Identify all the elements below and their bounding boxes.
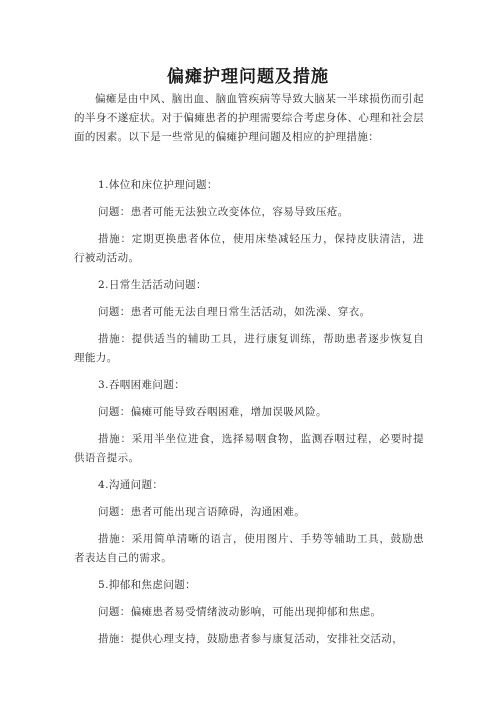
section-measure: 措施：定期更换患者体位，使用床垫减轻压力，保持皮肤清洁，进行被动活动。: [74, 233, 424, 264]
section-heading: 1.体位和床位护理问题：: [98, 179, 218, 191]
section-problem: 问题：偏瘫患者易受情绪波动影响，可能出现抑郁和焦虑。: [98, 606, 382, 618]
section-measure: 措施：提供适当的辅助工具，进行康复训练，帮助患者逐步恢复自理能力。: [74, 333, 424, 364]
section-problem: 问题：患者可能无法自理日常生活活动，如洗澡、穿衣。: [98, 306, 371, 318]
section-heading: 2.日常生活活动问题：: [98, 279, 207, 291]
section-problem: 问题：患者可能无法独立改变体位，容易导致压疮。: [98, 206, 349, 218]
section-heading: 4.沟通问题：: [98, 479, 164, 491]
section-measure: 措施：提供心理支持，鼓励患者参与康复活动，安排社交活动，: [98, 633, 404, 645]
section-measure: 措施：采用半坐位进食，选择易咽食物，监测吞咽过程，必要时提供语音提示。: [74, 433, 424, 464]
section-problem: 问题：偏瘫可能导致吞咽困难，增加误吸风险。: [98, 406, 327, 418]
section-heading: 5.抑郁和焦虑问题：: [98, 579, 197, 591]
section-problem: 问题：患者可能出现言语障碍，沟通困难。: [98, 506, 306, 518]
intro-paragraph: 偏瘫是由中风、脑出血、脑血管疾病等导致大脑某一半球损伤而引起的半身不遂症状。对于偏瘫患者的护理需要综合考虑身体、心理和社会层面的因素。以下是一些常见的偏瘫护理问题及相应的护理措施：: [74, 93, 424, 143]
document-title: 偏瘫护理问题及措施: [167, 67, 329, 87]
section-heading: 3.吞咽困难问题：: [98, 379, 186, 391]
section-measure: 措施：采用简单清晰的语言，使用图片、手势等辅助工具，鼓励患者表达自己的需求。: [74, 533, 424, 564]
